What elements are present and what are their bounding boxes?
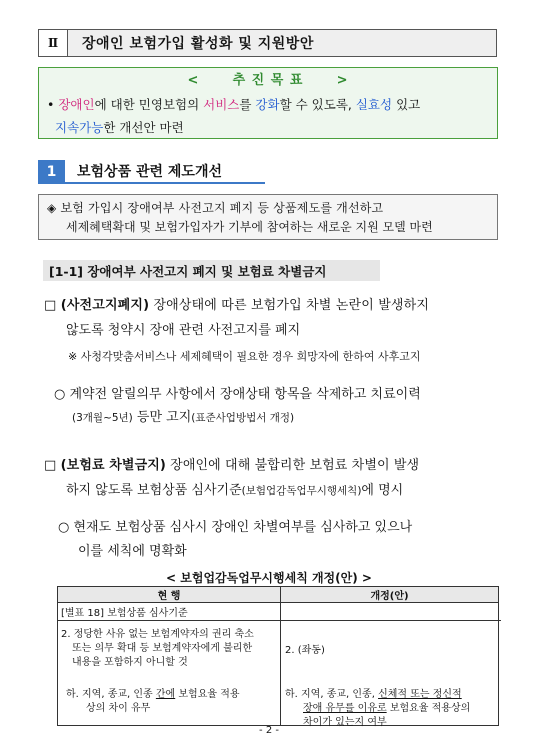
summary-line-2: 세제혜택확대 및 보험가입자가 기부에 참여하는 새로운 지원 모델 마련 xyxy=(66,220,433,234)
goal-text: 에 대한 민영보험의 xyxy=(94,97,204,112)
table-header-row xyxy=(58,587,499,603)
goal-line-1 xyxy=(47,95,420,113)
table-row2-left-l3: 내용을 포함하지 아니할 것 xyxy=(72,657,188,668)
goal-line-2 xyxy=(55,118,184,136)
goal-text: 있고 xyxy=(392,97,421,112)
item2-lead: (보험료 차별금지) xyxy=(60,458,166,473)
table-row3-left-l1 xyxy=(66,685,240,700)
summary-line-1: ◈ 보험 가입시 장애여부 사전고지 폐지 등 상품제도를 개선하고 xyxy=(47,201,384,215)
table-title: < 보험업감독업무시행세칙 개정(안) > xyxy=(166,571,372,585)
item2-sub-line-1 xyxy=(58,516,412,535)
item1-note: ※ 사청각맞춤서비스나 세제혜택이 필요한 경우 희망자에 한하여 사후고지 xyxy=(68,350,421,363)
item1-line-2: 않도록 청약시 장애 관련 사전고지를 폐지 xyxy=(66,323,301,338)
chapter-number: Ⅱ xyxy=(39,30,68,56)
goal-text: 를 xyxy=(239,97,256,112)
item2-line-2 xyxy=(66,479,403,498)
table-text: 하. 지역, 종교, 인종, xyxy=(285,689,379,700)
item2-sub-line-2: 이를 세칙에 명확화 xyxy=(78,544,187,559)
table-row3-right-l2 xyxy=(303,699,470,714)
goal-header xyxy=(39,69,497,88)
goal-kw-disabled: 장애인 xyxy=(58,97,95,112)
table-row3-right-l1 xyxy=(285,685,462,700)
summary-box xyxy=(38,194,498,240)
table-row xyxy=(58,603,499,726)
goal-header-left: < xyxy=(187,73,200,88)
goal-kw-sustainable: 지속가능 xyxy=(55,120,104,135)
goal-kw-service: 서비스 xyxy=(203,97,240,112)
table-cell-proposed xyxy=(281,603,499,726)
circle-bullet: ○ xyxy=(58,520,70,535)
item2-text: 하지 않도록 보험상품 심사기준 xyxy=(66,483,242,498)
item1-sub-text: 등만 고지 xyxy=(132,410,192,425)
page-number: - 2 - xyxy=(259,725,279,736)
amendment-table xyxy=(57,586,499,726)
table-row2-right: 2. (좌동) xyxy=(285,645,325,656)
goal-header-right: > xyxy=(336,73,349,88)
goal-text: 할 수 있도록, xyxy=(279,97,356,112)
subsection-title: [1-1] 장애여부 사전고지 폐지 및 보험료 차별금지 xyxy=(43,260,380,281)
item2-line-1 xyxy=(44,454,419,473)
item1-ref: (표준사업방법서 개정) xyxy=(191,412,295,424)
item2-ref: (보험업감독업무시행세칙) xyxy=(241,485,362,497)
table-row2-left-l1: 2. 정당한 사유 없는 보험계약자의 권리 축소 xyxy=(61,629,254,640)
item1-text: 장애상태에 따른 보험가입 차별 논란이 발생하지 xyxy=(149,298,430,313)
table-text-underlined: 신체적 또는 정신적 xyxy=(378,689,462,700)
item2-text: 에 명시 xyxy=(361,483,404,498)
checkbox-square: □ xyxy=(44,458,57,473)
table-text: 보험요율 적용상의 xyxy=(386,703,471,714)
chapter-title: 장애인 보험가입 활성화 및 지원방안 xyxy=(82,36,314,52)
item2-text: 장애인에 대해 불합리한 보험료 차별이 발생 xyxy=(165,458,420,473)
table-row3-right-l3: 차이가 있는지 여부 xyxy=(303,717,387,728)
goal-kw-effectiveness: 실효성 xyxy=(355,97,393,112)
item1-sub-text: 계약전 알릴의무 사항에서 장애상태 항목을 삭제하고 치료이력 xyxy=(69,387,421,402)
checkbox-square: □ xyxy=(44,298,57,313)
table-row2-left-l2: 또는 의무 확대 등 보험계약자에게 불리한 xyxy=(72,643,253,654)
table-text: 하. 지역, 종교, 인종 xyxy=(66,689,156,700)
goal-kw-strengthen: 강화 xyxy=(255,97,280,112)
goal-box xyxy=(38,67,498,139)
table-text-underlined: 장애 유무를 이유로 xyxy=(303,703,387,714)
item2-sub-text: 현재도 보험상품 심사시 장애인 차별여부를 심사하고 있으나 xyxy=(73,520,413,535)
section-title: 보험상품 관련 제도개선 xyxy=(65,160,265,184)
item1-period: (3개월~5년) xyxy=(72,412,133,424)
item1-sub-line-2 xyxy=(72,406,294,425)
section-number: 1 xyxy=(38,160,65,184)
table-cell-current xyxy=(58,603,281,726)
table-text-underlined: 간에 xyxy=(155,689,176,700)
item1-lead: (사전고지폐지) xyxy=(60,298,150,313)
table-row3-left-l2: 상의 차이 유무 xyxy=(86,703,151,714)
table-header-proposed: 개정(안) xyxy=(281,587,499,603)
circle-bullet: ○ xyxy=(54,387,66,402)
item1-sub-line-1 xyxy=(54,383,421,402)
bullet: • xyxy=(47,97,55,112)
table-header-current: 현 행 xyxy=(58,587,281,603)
table-text: 보험요율 적용 xyxy=(175,689,240,700)
goal-header-text: 추 진 목 표 xyxy=(232,73,304,88)
goal-text: 한 개선안 마련 xyxy=(103,120,184,135)
table-row1-left: [별표 18] 보험상품 심사기준 xyxy=(61,608,188,619)
chapter-header xyxy=(38,29,497,57)
item1-line-1 xyxy=(44,294,429,313)
